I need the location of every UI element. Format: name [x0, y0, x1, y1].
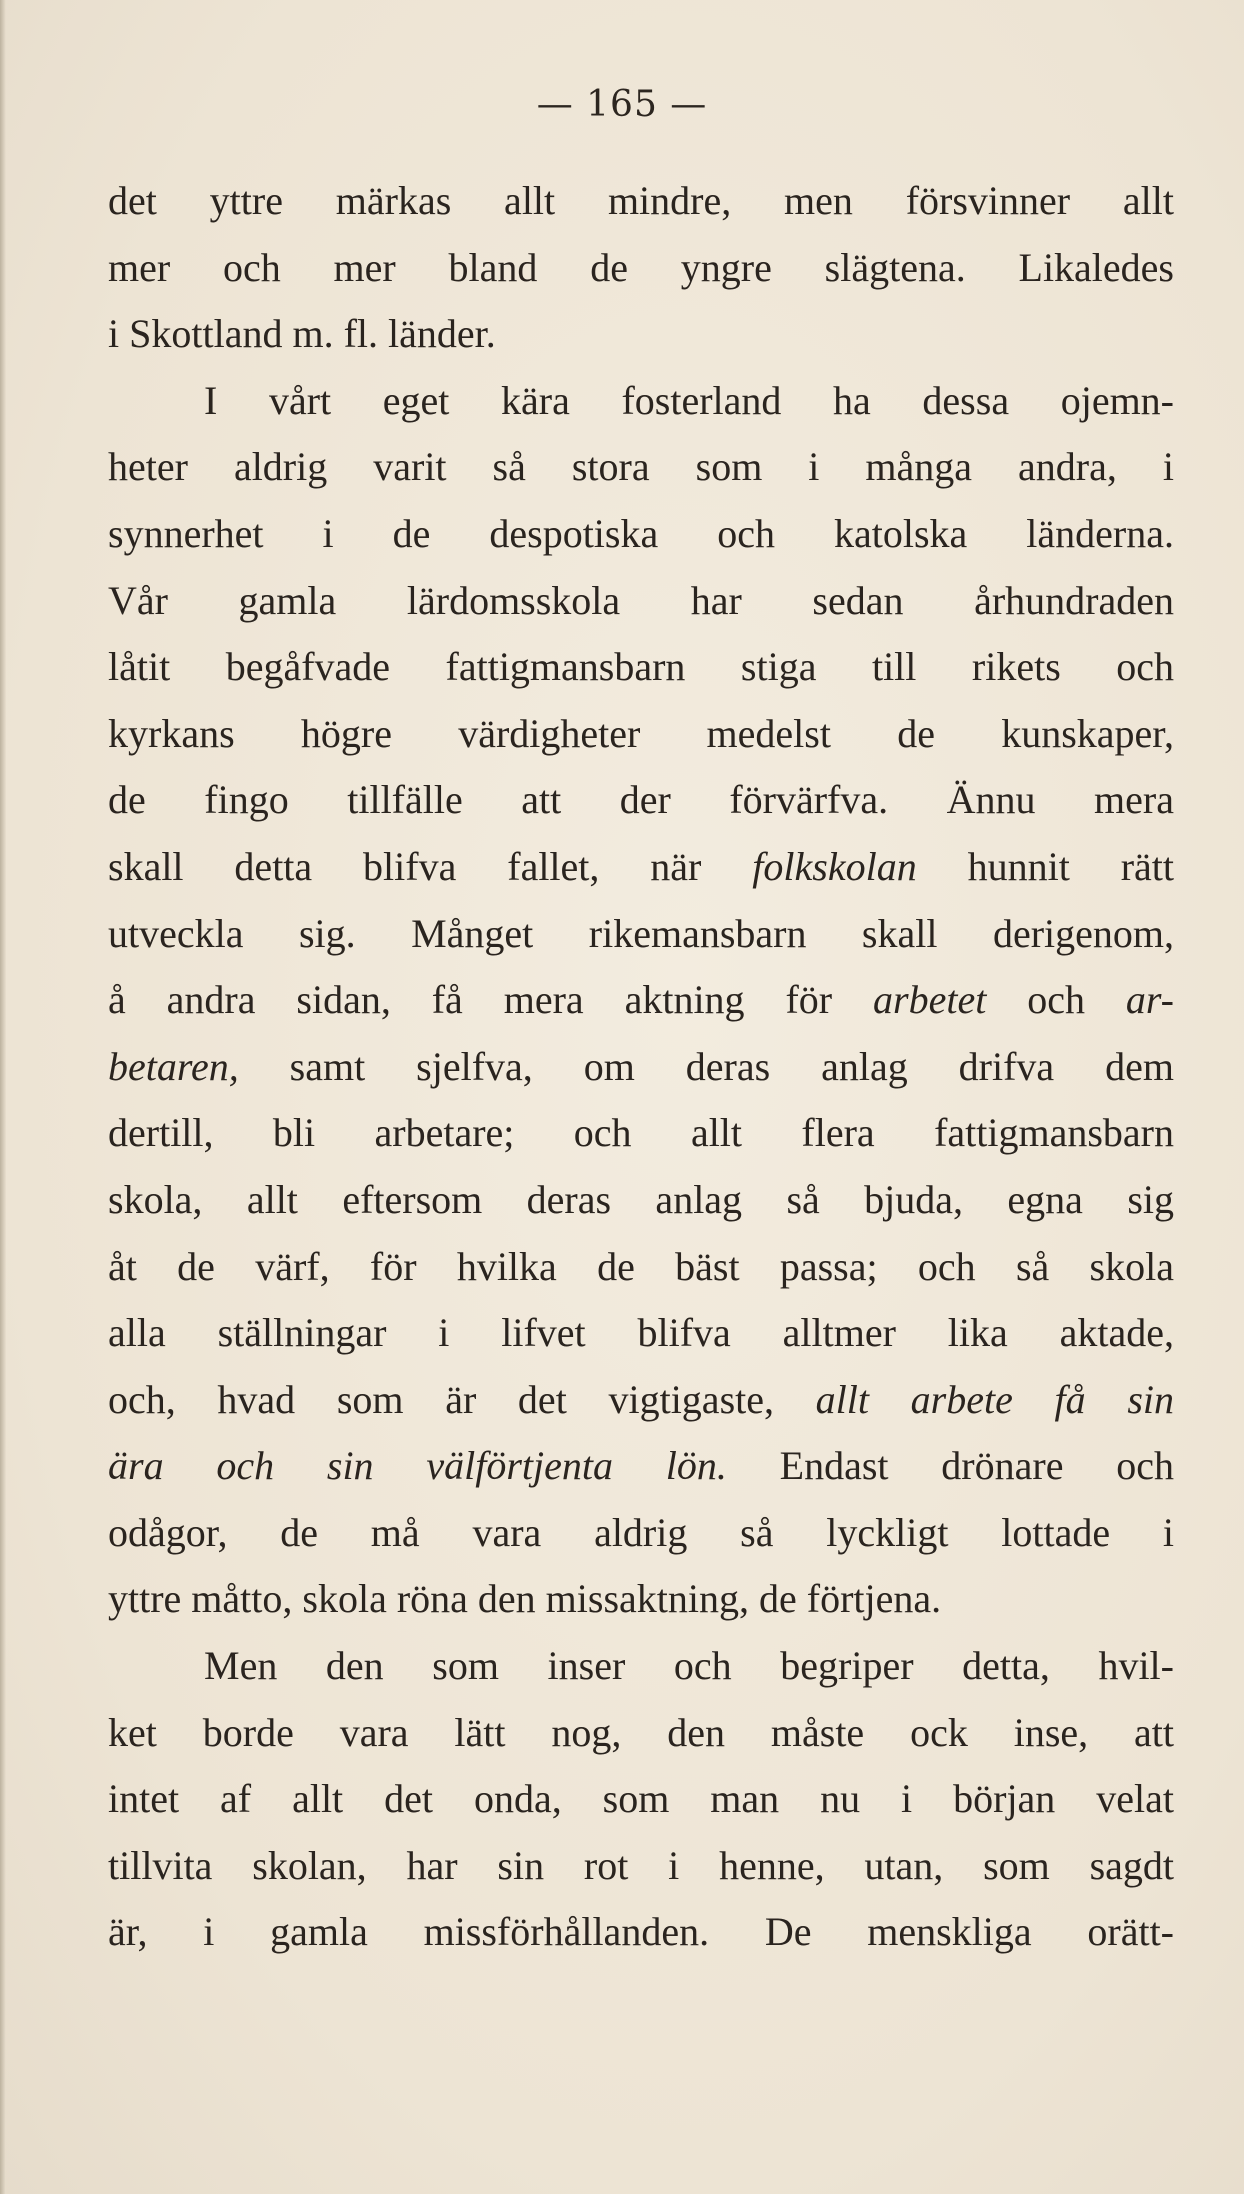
text-line — [108, 501, 1174, 568]
italic-text: allt arbete få sin — [815, 1376, 1174, 1422]
italic-text: ära och sin välförtjenta lön. — [108, 1443, 727, 1489]
text-line — [108, 434, 1174, 501]
text-line — [108, 368, 1174, 435]
text-run: Endast drönare och — [726, 1443, 1174, 1489]
text-line — [108, 701, 1174, 768]
text-run: synnerhet i de despotiska och katolska länderna. — [108, 510, 1174, 556]
text-line — [108, 301, 1174, 368]
text-line — [108, 1034, 1174, 1101]
text-run: Vår gamla lärdomsskola har sedan århundraden — [108, 577, 1174, 623]
text-run: det yttre märkas allt mindre, men försvinner allt — [108, 178, 1174, 223]
text-run: och, hvad som är det vigtigaste, — [108, 1376, 816, 1422]
text-line — [108, 1300, 1174, 1367]
italic-text: folkskolan — [752, 843, 917, 889]
text-line — [108, 767, 1174, 834]
text-line — [108, 1433, 1174, 1500]
text-run: yttre måtto, skola röna den missaktning, de förtjena. — [108, 1576, 942, 1622]
text-run: odågor, de må vara aldrig så lyckligt lottade i — [108, 1509, 1174, 1555]
text-run: låtit begåfvade fattigmansbarn stiga till rikets och — [108, 644, 1174, 690]
text-run: skall detta blifva fallet, när — [108, 843, 753, 889]
text-line — [108, 1500, 1174, 1567]
text-run: samt sjelfva, om deras anlag drifva dem — [238, 1043, 1174, 1089]
text-run: intet af allt det onda, som man nu i början velat — [108, 1776, 1174, 1822]
text-line — [108, 1100, 1174, 1167]
text-line — [108, 1633, 1174, 1700]
text-line — [108, 235, 1174, 302]
text-line — [108, 1566, 1174, 1633]
body-text — [108, 168, 1174, 1966]
text-line — [108, 1899, 1174, 1966]
text-run: å andra sidan, få mera aktning för — [108, 977, 874, 1023]
text-run: kyrkans högre värdigheter medelst de kunskaper, — [108, 710, 1174, 756]
text-line — [108, 1367, 1174, 1434]
text-run: tillvita skolan, har sin rot i henne, utan, som sagdt — [108, 1842, 1174, 1888]
text-run: I vårt eget kära fosterland ha dessa ojemn- — [204, 377, 1174, 423]
text-line — [108, 834, 1174, 901]
text-run: ket borde vara lätt nog, den måste ock inse, att — [108, 1709, 1174, 1755]
text-run: är, i gamla missförhållanden. De menskliga orätt- — [108, 1909, 1174, 1955]
text-line — [108, 901, 1174, 968]
text-line — [108, 967, 1174, 1034]
text-run: de fingo tillfälle att der förvärfva. Ännu mera — [108, 777, 1174, 823]
text-line — [108, 168, 1174, 235]
page-gutter-edge — [0, 0, 6, 2194]
text-run: heter aldrig varit så stora som i många andra, i — [108, 444, 1174, 490]
text-run: alla ställningar i lifvet blifva alltmer lika aktade, — [108, 1310, 1174, 1356]
text-line — [108, 1167, 1174, 1234]
text-run: skola, allt eftersom deras anlag så bjuda, egna sig — [108, 1176, 1174, 1222]
text-run: i Skottland m. fl. länder. — [108, 311, 496, 357]
italic-text: arbetet — [873, 977, 987, 1023]
italic-text: betaren, — [108, 1043, 239, 1089]
page-number: — 165 — — [536, 84, 708, 125]
text-line — [108, 1766, 1174, 1833]
text-run: mer och mer bland de yngre slägtena. Likaledes — [108, 244, 1174, 290]
text-run: Men den som inser och begriper detta, hvil- — [204, 1643, 1174, 1689]
text-run: dertill, bli arbetare; och allt flera fattigmansbarn — [108, 1110, 1174, 1156]
text-line — [108, 634, 1174, 701]
text-line — [108, 568, 1174, 635]
text-run: och — [986, 977, 1126, 1023]
text-run: hunnit rätt — [916, 843, 1174, 889]
text-line — [108, 1234, 1174, 1301]
text-run: utveckla sig. Månget rikemansbarn skall derigenom, — [108, 910, 1174, 956]
italic-text: ar- — [1125, 977, 1174, 1023]
text-run: åt de värf, för hvilka de bäst passa; och så skola — [108, 1243, 1174, 1289]
text-line — [108, 1700, 1174, 1767]
text-line — [108, 1833, 1174, 1900]
